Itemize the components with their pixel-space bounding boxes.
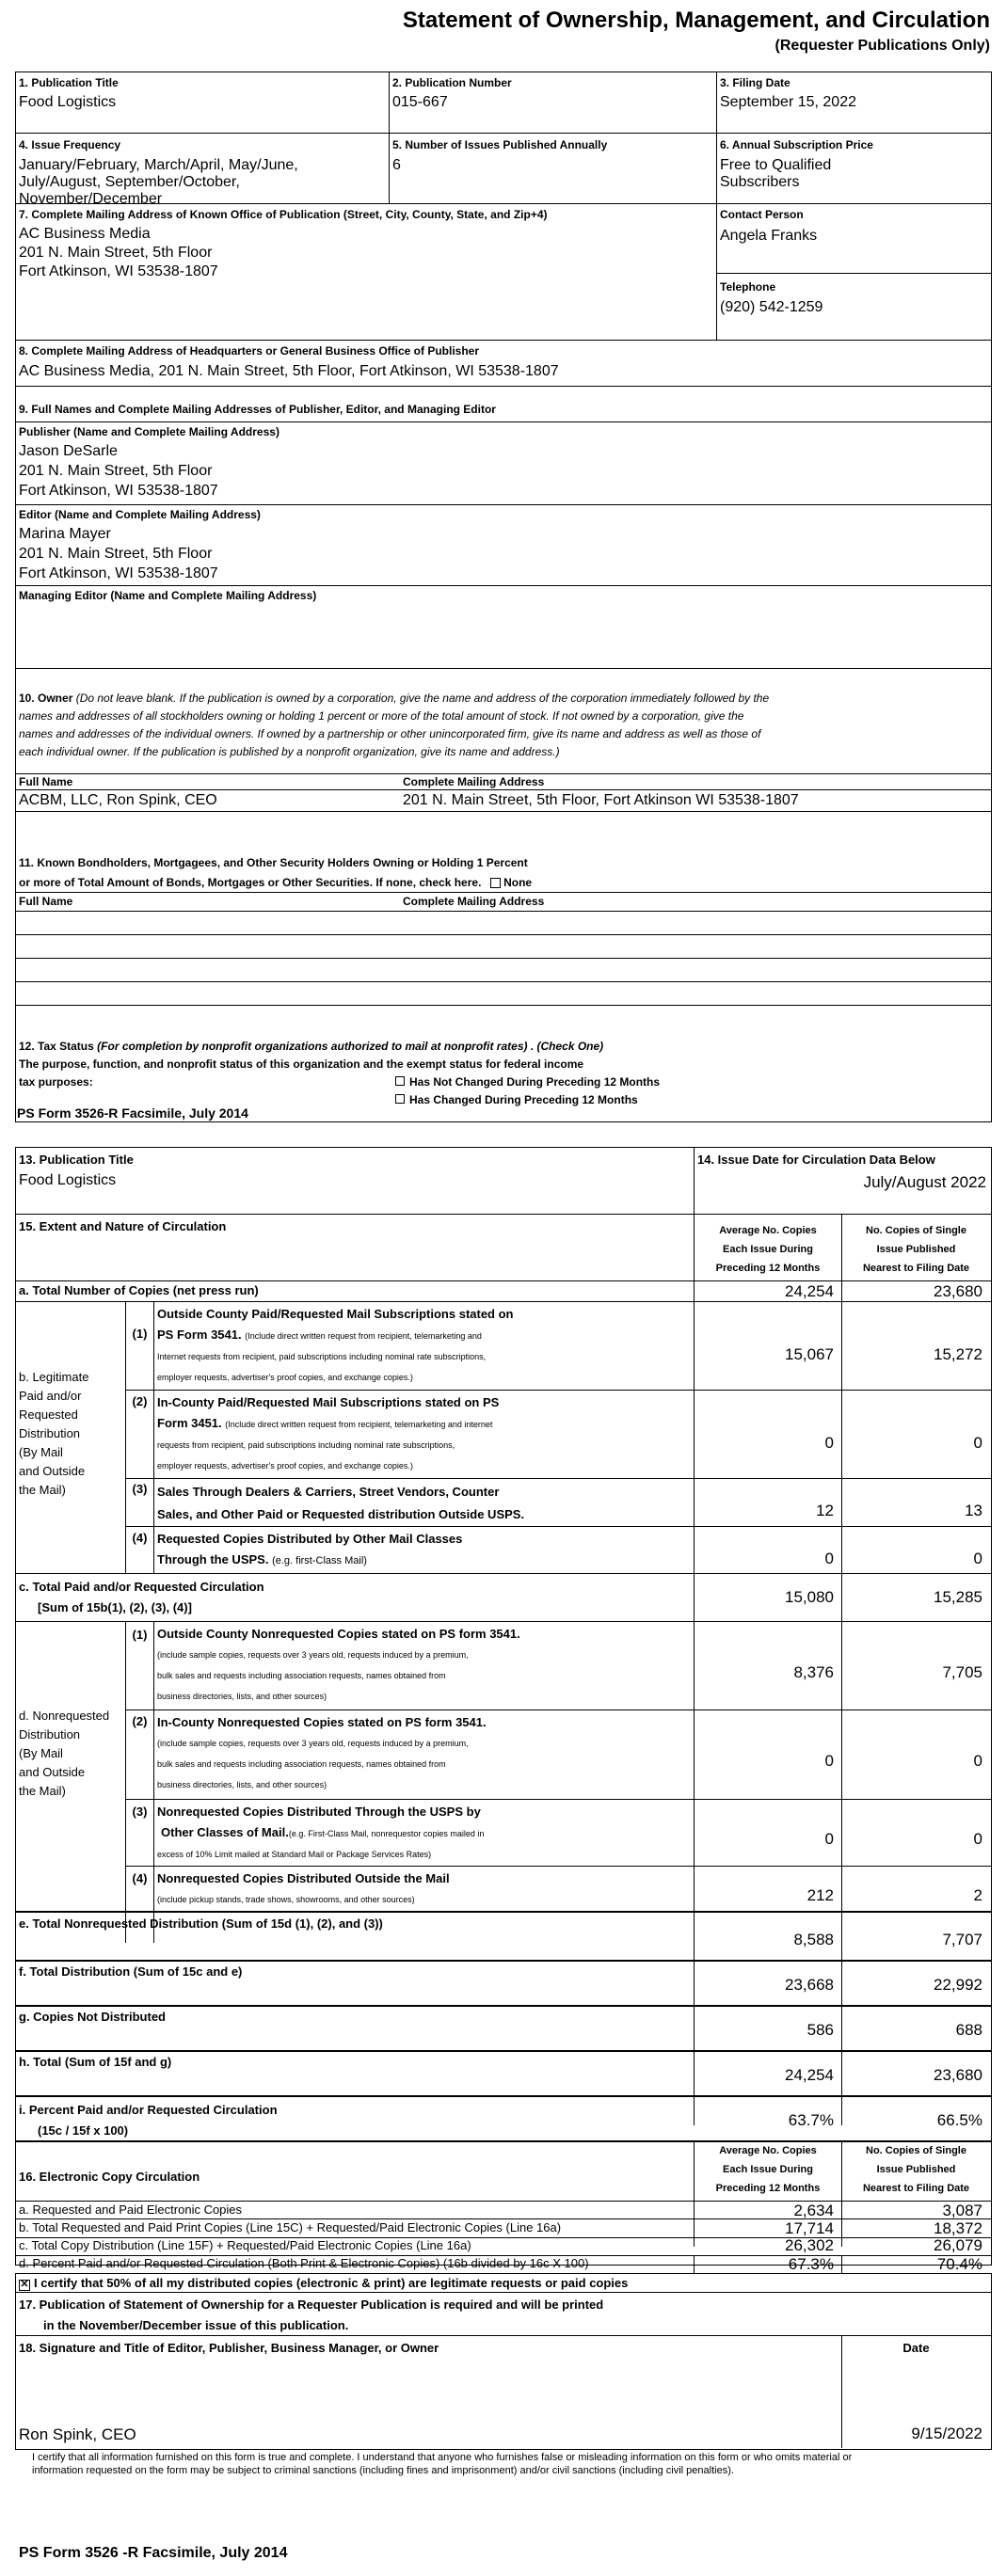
electronic-row-avg: 26,302 [785, 2236, 834, 2254]
row-b3-num: (3) [132, 1482, 148, 1496]
row-d1-avg: 8,376 [793, 1663, 834, 1681]
row-e-label: e. Total Nonrequested Distribution (Sum of 15d (1), (2), and (3)) [19, 1916, 383, 1931]
row-i-label-line: (15c / 15f x 100) [38, 2123, 129, 2138]
row-b2-num: (2) [132, 1394, 148, 1408]
footer-form-id: PS Form 3526 -R Facsimile, July 2014 [19, 2545, 288, 2561]
row-d1-single: 7,705 [942, 1663, 982, 1681]
col-average-line: Average No. Copies [719, 2145, 817, 2156]
row-b1-single: 15,272 [934, 1345, 982, 1363]
row-d1-desc [157, 1624, 689, 1707]
row-d-label-line: and Outside [19, 1765, 86, 1779]
checked-box-icon[interactable]: ✕ [20, 2279, 29, 2290]
row-i-label-line: i. Percent Paid and/or Requested Circulation [19, 2103, 278, 2117]
row-b-label-line: the Mail) [19, 1483, 66, 1497]
row-b1-num: (1) [132, 1327, 148, 1341]
row-i-single: 66.5% [936, 2111, 982, 2129]
row-b1-fine: (Include direct written request from recipient, telemarketing and [245, 1331, 482, 1341]
row-b2-title: Form 3451. [157, 1416, 222, 1430]
col-single-line: Issue Published [876, 2164, 956, 2175]
row-b-label-line: Requested [19, 1407, 78, 1422]
row-i-label [19, 2100, 278, 2141]
electronic-row-label: c. Total Copy Distribution (Line 15F) + Requested/Paid Electronic Copies (Line 16a) [19, 2238, 471, 2252]
row-d4-avg: 212 [806, 1886, 834, 1904]
owner-address: 201 N. Main Street, 5th Floor, Fort Atkinson WI 53538-1807 [403, 792, 799, 808]
editor-label: Editor (Name and Complete Mailing Address) [19, 508, 261, 521]
col-average-line: Preceding 12 Months [715, 1263, 821, 1274]
row-b1-title: Outside County Paid/Requested Mail Subscriptions stated on [157, 1307, 514, 1321]
pub-number-label: 2. Publication Number [392, 76, 512, 89]
row-b4-desc [157, 1529, 689, 1571]
checkbox-icon[interactable] [395, 1076, 405, 1086]
row-d1-num: (1) [132, 1628, 148, 1642]
row-i-avg: 63.7% [788, 2111, 834, 2129]
row-c-label [19, 1577, 264, 1618]
contact-person-value: Angela Franks [720, 228, 818, 244]
issue-frequency-line: November/December [19, 191, 163, 207]
col-average-line: Average No. Copies [719, 1225, 817, 1236]
row-b3-single: 13 [965, 1502, 982, 1519]
tax-status [19, 1040, 603, 1053]
issue-frequency-line: July/August, September/October, [19, 174, 240, 190]
bondholders-line [19, 876, 532, 889]
publisher-label: Publisher (Name and Complete Mailing Address) [19, 425, 279, 438]
row-b1-fine: Internet requests from recipient, paid subscriptions including nominal rate subscriptions, [157, 1352, 487, 1361]
electronic-row-avg: 2,634 [793, 2202, 834, 2219]
col-single-line: Nearest to Filing Date [862, 2183, 970, 2194]
circ-pub-title-value: Food Logistics [19, 1172, 117, 1188]
col-single-line: Issue Published [876, 1244, 956, 1255]
tax-option-changed[interactable] [395, 1093, 638, 1106]
row-d4-single: 2 [973, 1886, 982, 1904]
row-b4-single: 0 [973, 1550, 982, 1567]
row-d2-avg: 0 [824, 1752, 834, 1770]
issue-date-value: July/August 2022 [863, 1173, 986, 1191]
row-b-label [19, 1368, 88, 1500]
subscription-price-line: Subscribers [720, 174, 800, 190]
subscription-price-label: 6. Annual Subscription Price [720, 138, 873, 151]
row-b4-fine: (e.g. first-Class Mail) [272, 1555, 367, 1566]
row-a-avg: 24,254 [785, 1282, 834, 1300]
row-b2-fine: (Include direct written request from recipient, telemarketing and internet [225, 1420, 493, 1429]
row-d2-fine: business directories, lists, and other sources) [157, 1780, 327, 1789]
row-d2-desc [157, 1712, 689, 1795]
row-d2-fine: (include sample copies, requests over 3 years old, requests induced by a premium, [157, 1739, 469, 1748]
row-g-label: g. Copies Not Distributed [19, 2010, 166, 2024]
row-g-avg: 586 [806, 2021, 834, 2039]
row-c-label-line: [Sum of 15b(1), (2), (3), (4)] [38, 1600, 192, 1614]
form-title: Statement of Ownership, Management, and Circulation [402, 8, 990, 33]
tax-status-line: The purpose, function, and nonprofit status of this organization and the exempt status for federal income [19, 1057, 584, 1071]
row-d4-desc [157, 1868, 689, 1910]
issues-annually-label: 5. Number of Issues Published Annually [392, 138, 608, 151]
filing-date-value: September 15, 2022 [720, 94, 856, 110]
tax-status-line: tax purposes: [19, 1075, 93, 1089]
row-b2-avg: 0 [824, 1434, 834, 1452]
publisher-line: 201 N. Main Street, 5th Floor [19, 463, 213, 479]
row-d4-fine: (include pickup stands, trade shows, showrooms, and other sources) [157, 1895, 415, 1904]
bondholders-col-name: Full Name [19, 895, 73, 908]
tax-option-label: Has Not Changed During Preceding 12 Months [409, 1075, 661, 1089]
subscription-price-line: Free to Qualified [720, 157, 832, 173]
row-f-label: f. Total Distribution (Sum of 15c and e) [19, 1964, 243, 1979]
owner-instruction-line: (Do not leave blank. If the publication is owned by a corporation, give the name and address of the corporation immediately followed by the [75, 692, 770, 705]
tax-option-label: Has Changed During Preceding 12 Months [409, 1093, 638, 1106]
date-label: Date [902, 2341, 930, 2355]
row-b-label-line: b. Legitimate [19, 1370, 89, 1384]
telephone-value: (920) 542-1259 [720, 299, 823, 315]
electronic-row-label: a. Requested and Paid Electronic Copies [19, 2202, 243, 2217]
certify-50-percent[interactable] [19, 2276, 628, 2291]
issues-annually-value: 6 [392, 157, 401, 173]
row-d3-desc [157, 1802, 689, 1865]
owner-name: ACBM, LLC, Ron Spink, CEO [19, 792, 217, 808]
col-single [842, 2141, 990, 2198]
row-d3-avg: 0 [824, 1830, 834, 1848]
none-label: None [503, 876, 533, 889]
editor-line: Marina Mayer [19, 526, 111, 542]
row-b1-fine: employer requests, advertiser's proof copies, and exchange copies.) [157, 1373, 413, 1382]
circ-pub-title-label: 13. Publication Title [19, 1153, 134, 1167]
row-b2-desc [157, 1392, 689, 1476]
pub-title-value: Food Logistics [19, 94, 117, 110]
row-c-avg: 15,080 [785, 1588, 834, 1606]
electronic-header: 16. Electronic Copy Circulation [19, 2170, 200, 2184]
tax-status-label: 12. Tax Status [19, 1040, 94, 1053]
col-average-line: Preceding 12 Months [715, 2183, 821, 2194]
managing-editor-label: Managing Editor (Name and Complete Mailing Address) [19, 589, 317, 602]
row-a-single: 23,680 [934, 1282, 982, 1300]
row-b1-title: PS Form 3541. [157, 1328, 242, 1342]
row-d1-title: Outside County Nonrequested Copies stated on PS form 3541. [157, 1627, 520, 1641]
row-b-label-line: and Outside [19, 1464, 86, 1478]
footer-certification-line: information requested on the form may be subject to criminal sanctions (including fines and imprisonment) and/or civil sanctions (including civil penalties). [32, 2465, 734, 2476]
row-d3-num: (3) [132, 1805, 148, 1819]
publication-statement-line: in the November/December issue of this publication. [43, 2318, 349, 2332]
row-d4-title: Nonrequested Copies Distributed Outside the Mail [157, 1871, 450, 1885]
col-average-line: Each Issue During [723, 2164, 813, 2175]
row-d3-title: Other Classes of Mail. [161, 1825, 289, 1839]
row-f-avg: 23,668 [785, 1976, 834, 1994]
signature-date: 9/15/2022 [911, 2425, 982, 2442]
bondholders-line: 11. Known Bondholders, Mortgagees, and Other Security Holders Owning or Holding 1 Percent [19, 856, 528, 869]
row-h-single: 23,680 [934, 2066, 982, 2084]
row-b2-fine: employer requests, advertiser's proof copies, and exchange copies.) [157, 1461, 413, 1471]
row-b4-num: (4) [132, 1531, 148, 1545]
tax-status-note: (For completion by nonprofit organizations authorized to mail at nonprofit rates) . (Check One) [97, 1040, 604, 1053]
publisher-line: Jason DeSarle [19, 443, 118, 459]
certify-text: I certify that 50% of all my distributed copies (electronic & print) are legitimate requests or paid copies [34, 2276, 629, 2290]
checkbox-icon[interactable] [395, 1094, 405, 1104]
row-c-label-line: c. Total Paid and/or Requested Circulation [19, 1580, 264, 1594]
row-d3-single: 0 [973, 1830, 982, 1848]
bondholders-text: or more of Total Amount of Bonds, Mortgages or Other Securities. If none, check here. [19, 876, 482, 889]
row-b3-title: Sales Through Dealers & Carriers, Street Vendors, Counter [157, 1485, 500, 1499]
row-d-label-line: the Mail) [19, 1784, 66, 1798]
none-checkbox[interactable] [490, 878, 501, 888]
row-d2-title: In-County Nonrequested Copies stated on PS form 3541. [157, 1715, 487, 1729]
bondholders-col-address: Complete Mailing Address [403, 895, 545, 908]
owner-col-address: Complete Mailing Address [403, 775, 545, 788]
issue-frequency-label: 4. Issue Frequency [19, 138, 121, 151]
row-b-label-line: (By Mail [19, 1445, 63, 1459]
owner-label: 10. Owner [19, 692, 73, 705]
footer-certification-line: I certify that all information furnished on this form is true and complete. I understand that anyone who furnishes false or misleading information on this form or who omits material or [32, 2452, 853, 2463]
row-d2-fine: bulk sales and requests including association requests, names obtained from [157, 1759, 446, 1769]
row-b1-desc [157, 1304, 689, 1388]
circulation-header: 15. Extent and Nature of Circulation [19, 1219, 227, 1233]
col-average [695, 2141, 841, 2198]
row-b4-title: Requested Copies Distributed by Other Mail Classes [157, 1532, 463, 1546]
editor-line: 201 N. Main Street, 5th Floor [19, 546, 213, 562]
row-d2-num: (2) [132, 1714, 148, 1728]
telephone-label: Telephone [720, 280, 776, 294]
row-e-single: 7,707 [942, 1931, 982, 1948]
issue-frequency-line: January/February, March/April, May/June, [19, 157, 298, 173]
names-addresses-label: 9. Full Names and Complete Mailing Addresses of Publisher, Editor, and Managing Editor [19, 403, 496, 416]
col-single [842, 1221, 990, 1278]
electronic-row-label: d. Percent Paid and/or Requested Circulation (Both Print & Electronic Copies) (16b divided by 16c X 100) [19, 2256, 589, 2270]
electronic-row-single: 26,079 [934, 2236, 982, 2254]
row-e-avg: 8,588 [793, 1931, 834, 1948]
electronic-row-avg: 67.3% [788, 2255, 834, 2273]
pub-title-label: 1. Publication Title [19, 76, 119, 89]
row-d-label [19, 1707, 109, 1801]
editor-line: Fort Atkinson, WI 53538-1807 [19, 565, 218, 581]
row-d-label-line: Distribution [19, 1727, 81, 1741]
row-d3-fine: excess of 10% Limit mailed at Standard Mail or Package Services Rates) [157, 1850, 432, 1859]
owner-instruction-line: each individual owner. If the publication is published by a nonprofit organization, give its name and address.) [19, 745, 560, 758]
filing-date-label: 3. Filing Date [720, 76, 790, 89]
row-b3-desc [157, 1481, 689, 1526]
hq-address-label: 8. Complete Mailing Address of Headquarters or General Business Office of Publisher [19, 344, 480, 358]
row-b-label-line: Distribution [19, 1426, 81, 1440]
form-subtitle: (Requester Publications Only) [774, 38, 990, 54]
signature-label: 18. Signature and Title of Editor, Publisher, Business Manager, or Owner [19, 2341, 439, 2355]
publisher-line: Fort Atkinson, WI 53538-1807 [19, 483, 218, 499]
row-d3-title: Nonrequested Copies Distributed Through the USPS by [157, 1805, 481, 1819]
publication-statement-line: 17. Publication of Statement of Ownership for a Requester Publication is required and will be printed [19, 2298, 604, 2312]
row-d4-num: (4) [132, 1871, 148, 1885]
row-b2-fine: requests from recipient, paid subscriptions including nominal rate subscriptions, [157, 1440, 455, 1450]
electronic-row-avg: 17,714 [785, 2219, 834, 2237]
row-f-single: 22,992 [934, 1976, 982, 1994]
row-d1-fine: (include sample copies, requests over 3 years old, requests induced by a premium, [157, 1650, 469, 1660]
owner-instruction-line: names and addresses of the individual owners. If owned by a partnership or other unincorporated firm, give its name and address as well as those of [19, 727, 761, 740]
office-address-line: AC Business Media [19, 226, 151, 242]
row-d1-fine: bulk sales and requests including association requests, names obtained from [157, 1671, 446, 1680]
row-b1-avg: 15,067 [785, 1345, 834, 1363]
signer-name: Ron Spink, CEO [19, 2425, 136, 2443]
row-d-label-line: d. Nonrequested [19, 1709, 110, 1723]
owner-instruction-line: names and addresses of all stockholders owning or holding 1 percent or more of the total amount of stock. If not owned by a corporation, give the [19, 709, 744, 723]
row-b2-title: In-County Paid/Requested Mail Subscriptions stated on PS [157, 1395, 500, 1409]
office-address-label: 7. Complete Mailing Address of Known Office of Publication (Street, City, County, State, and Zip+4) [19, 208, 548, 221]
col-average [695, 1221, 841, 1278]
row-h-label: h. Total (Sum of 15f and g) [19, 2055, 172, 2069]
publication-statement [19, 2295, 603, 2336]
row-c-single: 15,285 [934, 1588, 982, 1606]
row-a-label: a. Total Number of Copies (net press run) [19, 1283, 259, 1297]
col-single-line: No. Copies of Single [866, 2145, 966, 2156]
row-h-avg: 24,254 [785, 2066, 834, 2084]
row-b4-avg: 0 [824, 1550, 834, 1567]
contact-person-label: Contact Person [720, 208, 804, 221]
electronic-row-single: 18,372 [934, 2219, 982, 2237]
electronic-row-single: 3,087 [942, 2202, 982, 2219]
electronic-row-single: 70.4% [936, 2255, 982, 2273]
col-average-line: Each Issue During [723, 1244, 813, 1255]
row-d2-single: 0 [973, 1752, 982, 1770]
owner-instructions [19, 690, 769, 761]
owner-col-name: Full Name [19, 775, 73, 788]
col-single-line: Nearest to Filing Date [862, 1263, 970, 1274]
form-id: PS Form 3526-R Facsimile, July 2014 [17, 1105, 248, 1121]
row-g-single: 688 [955, 2021, 982, 2039]
row-b3-title: Sales, and Other Paid or Requested distribution Outside USPS. [157, 1507, 525, 1521]
col-single-line: No. Copies of Single [866, 1225, 966, 1236]
row-d1-fine: business directories, lists, and other sources) [157, 1692, 327, 1701]
office-address-line: 201 N. Main Street, 5th Floor [19, 245, 213, 261]
footer-certification [32, 2451, 982, 2477]
hq-address-value: AC Business Media, 201 N. Main Street, 5th Floor, Fort Atkinson, WI 53538-1807 [19, 363, 559, 379]
pub-number-value: 015-667 [392, 94, 448, 110]
row-b2-single: 0 [973, 1434, 982, 1452]
row-b-label-line: Paid and/or [19, 1389, 82, 1403]
row-b3-avg: 12 [816, 1502, 834, 1519]
row-d3-fine: (e.g. First-Class Mail, nonrequestor copies mailed in [288, 1829, 485, 1838]
issue-date-label: 14. Issue Date for Circulation Data Below [697, 1153, 935, 1167]
row-d-label-line: (By Mail [19, 1746, 63, 1760]
row-b4-title: Through the USPS. [157, 1552, 269, 1566]
tax-option-not-changed[interactable] [395, 1075, 660, 1089]
electronic-row-label: b. Total Requested and Paid Print Copies (Line 15C) + Requested/Paid Electronic Copies (Line 16a) [19, 2220, 562, 2234]
office-address-line: Fort Atkinson, WI 53538-1807 [19, 263, 218, 279]
